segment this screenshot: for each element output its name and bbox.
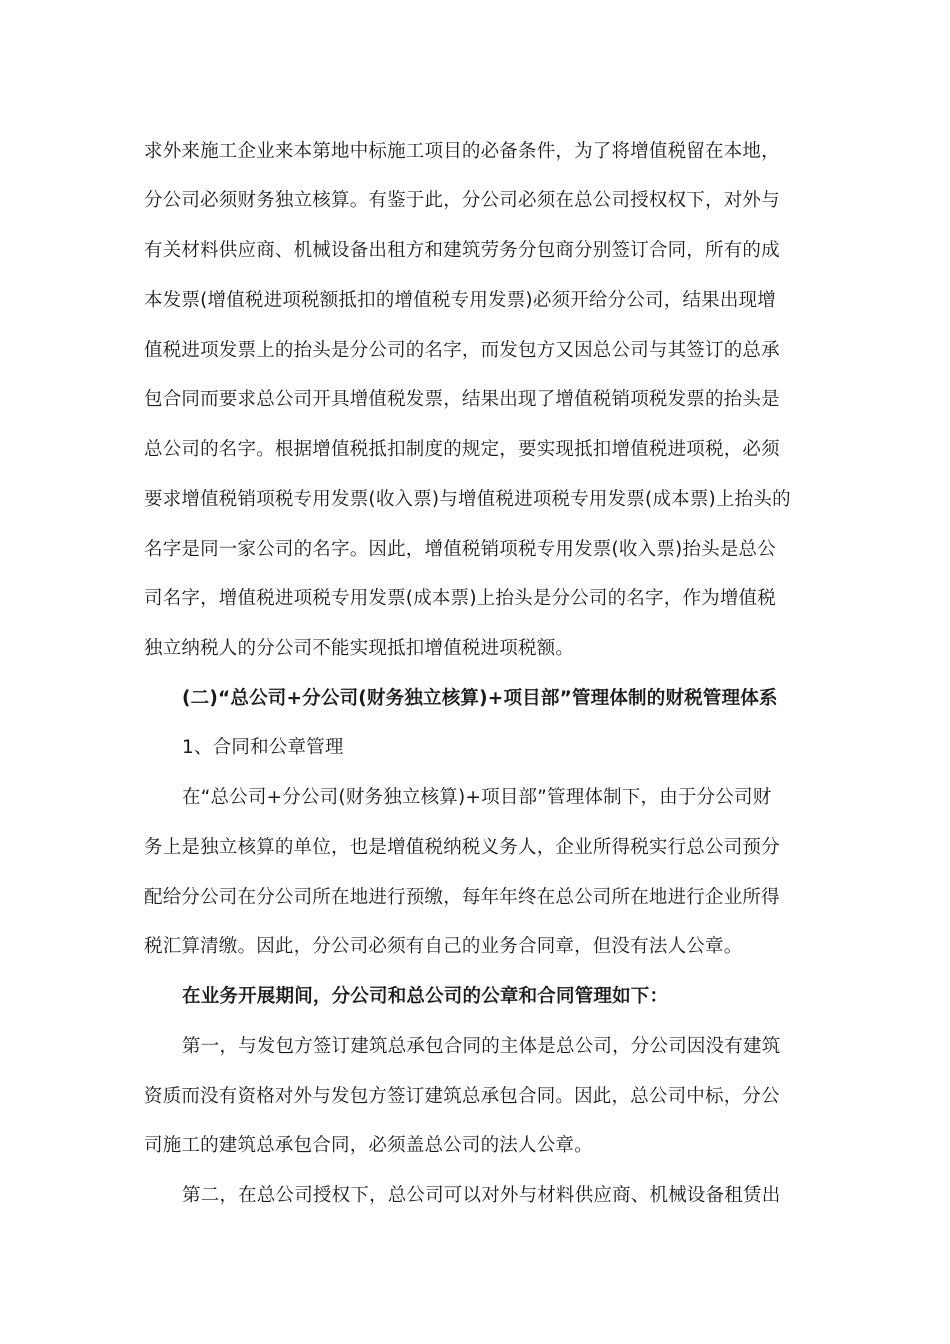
paragraph-line: 司名字，增值税进项税专用发票(成本票)上抬头是分公司的名字，作为增值税 [144, 588, 776, 609]
paragraph-line: 司施工的建筑总承包合同，必须盖总公司的法人公章。 [144, 1135, 593, 1156]
paragraph-line: 税汇算清缴。因此，分公司必须有自己的业务合同章，但没有法人公章。 [144, 936, 743, 957]
paragraph-line: 名字是同一家公司的名字。因此，增值税销项税专用发票(收入票)抬头是总公 [144, 539, 776, 560]
paragraph-line: 本发票(增值税进项税额抵扣的增值税专用发票)必须开给分公司，结果出现增 [144, 290, 776, 311]
paragraph-line: 分公司必须财务独立核算。有鉴于此，分公司必须在总公司授权权下，对外与 [144, 190, 780, 211]
paragraph-line: 值税进项发票上的抬头是分公司的名字，而发包方又因总公司与其签订的总承 [144, 340, 780, 361]
paragraph-line: 在“总公司+分公司(财务独立核算)+项目部”管理体制下，由于分公司财 [182, 787, 772, 808]
paragraph-line: 第二，在总公司授权下，总公司可以对外与材料供应商、机械设备租赁出 [182, 1185, 781, 1206]
paragraph-line: 总公司的名字。根据增值税抵扣制度的规定，要实现抵扣增值税进项税，必须 [144, 439, 780, 460]
paragraph-line: 资质而没有资格对外与发包方签订建筑总承包合同。因此，总公司中标，分公 [144, 1086, 780, 1107]
paragraph-line: 要求增值税销项税专用发票(收入票)与增值税进项税专用发票(成本票)上抬头的 [144, 489, 791, 510]
paragraph-line: 包合同而要求总公司开具增值税发票，结果出现了增值税销项税发票的抬头是 [144, 389, 780, 410]
paragraph-line: 配给分公司在分公司所在地进行预缴，每年年终在总公司所在地进行企业所得 [144, 887, 780, 908]
bold-statement: 在业务开展期间，分公司和总公司的公章和合同管理如下： [182, 986, 669, 1007]
paragraph-line: 务上是独立核算的单位，也是增值税纳税义务人，企业所得税实行总公司预分 [144, 837, 780, 858]
section-heading: (二)“总公司+分公司(财务独立核算)+项目部”管理体制的财税管理体系 [182, 688, 778, 709]
paragraph-line: 求外来施工企业来本第地中标施工项目的必备条件，为了将增值税留在本地， [144, 141, 780, 162]
paragraph-line: 第一，与发包方签订建筑总承包合同的主体是总公司，分公司因没有建筑 [182, 1036, 781, 1057]
subheading: 1、合同和公章管理 [182, 737, 344, 758]
paragraph-line: 独立纳税人的分公司不能实现抵扣增值税进项税额。 [144, 638, 575, 659]
paragraph-line: 有关材料供应商、机械设备出租方和建筑劳务分包商分别签订合同，所有的成 [144, 240, 780, 261]
